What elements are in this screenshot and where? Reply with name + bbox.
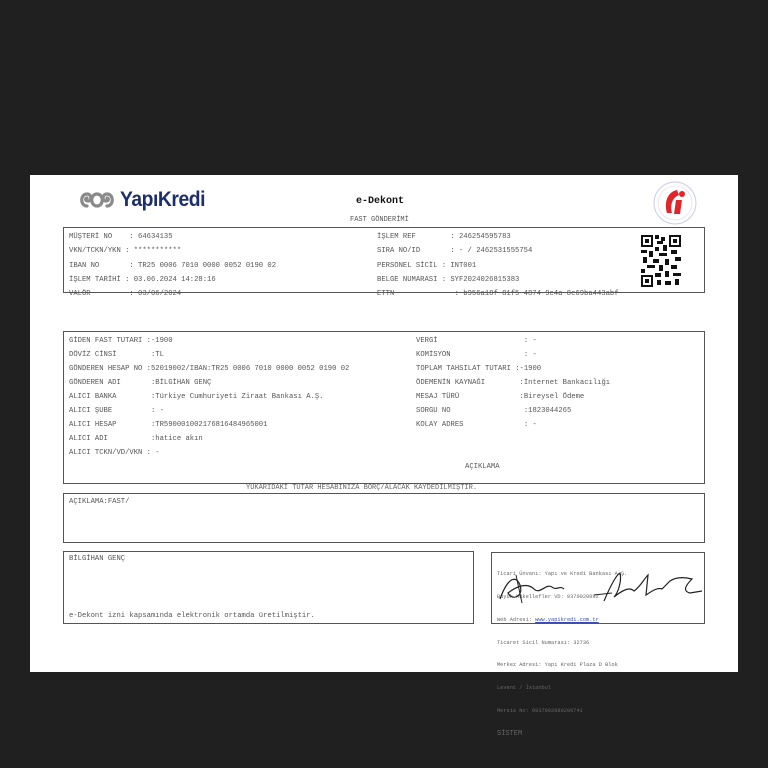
description-box — [63, 493, 705, 543]
document-title: e-Dekont — [356, 196, 405, 207]
receipt-document — [30, 175, 738, 738]
detail-row: GÖNDEREN HESAP NO :52019002/IBAN:TR25 0006 7010 0000 0052 0190 02 — [69, 365, 350, 373]
detail-row: GİDEN FAST TUTARI :-1900 — [69, 337, 173, 345]
bank-name: YapıKredi — [120, 188, 205, 211]
bank-logo — [77, 188, 212, 212]
electronic-issue-note: e-Dekont izni kapsamında elektronik ortamda üretilmiştir. — [69, 612, 315, 620]
info-row: IBAN NO : TR25 0006 7010 0000 0052 0190 02 — [69, 262, 277, 270]
info-row: VKN/TCKN/YKN : *********** — [69, 247, 182, 255]
detail-row: VERGİ : - — [416, 337, 537, 345]
bank-info-box — [491, 552, 705, 738]
signature-icon — [494, 567, 704, 607]
bank-website-link[interactable]: www.yapikredi.com.tr — [535, 616, 599, 623]
detail-row: TOPLAM TAHSILAT TUTARI :-1900 — [416, 365, 542, 373]
info-row: VALÖR : 03/06/2024 — [69, 290, 182, 298]
yapikredi-logo-icon — [77, 189, 117, 211]
detail-row: SORGU NO :1823044265 — [416, 407, 572, 415]
detail-row: ALICI BANKA :Türkiye Cumhuriyeti Ziraat Bankası A.Ş. — [69, 393, 324, 401]
detail-row: ALICI HESAP :TR590001002176816484965001 — [69, 421, 268, 429]
document-subtitle: FAST GÖNDERİMİ — [350, 216, 409, 224]
info-row: İŞLEM TARİHİ : 03.06.2024 14:28:16 — [69, 276, 216, 284]
info-row: İŞLEM REF : 246254595783 — [377, 233, 511, 241]
detail-row: ALICI ŞUBE : - — [69, 407, 164, 415]
info-row: ETTN : b956a18f-81f5-4874-9c4a-8e69ba443abf — [377, 290, 619, 298]
account-info-box — [63, 227, 705, 298]
debit-credit-notice: YUKARIDAKİ TUTAR HESABINIZA BORÇ/ALACAK KAYDEDİLMİŞTİR. — [246, 484, 478, 492]
detail-row: KOMİSYON : - — [416, 351, 537, 359]
detail-row: ÖDEMENİN KAYNAĞI :İnternet Bankacılığı — [416, 379, 611, 387]
seal-icon — [653, 181, 697, 225]
detail-row: DÖVİZ CİNSİ :TL — [69, 351, 164, 359]
bank-info-text: Ticari Ünvanı: Yapı ve Kredi Bankası A.Ş. Büyük Mükellefler VD: 9370020892 Web Adresi: www.yapikredi.com.tr Ticaret Sicil Numarası: 32736 Merkez Adresi: Yapı Kredi Plaza D Blok Levent / İstanbul Mersis No: 0937002089200741 SİSTEM — [497, 571, 628, 738]
info-row: SIRA NO/ID : - / 2462531555754 — [377, 247, 533, 255]
sender-box — [63, 551, 474, 624]
info-row: MÜŞTERİ NO : 64634135 — [69, 233, 173, 241]
qr-code-icon — [641, 235, 681, 287]
aciklama-label: AÇIKLAMA — [465, 463, 500, 471]
info-row: PERSONEL SİCİL : INT001 — [377, 262, 477, 270]
detail-row: MESAJ TÜRÜ :Bireysel Ödeme — [416, 393, 585, 401]
sender-name: BİLGİHAN GENÇ — [69, 555, 126, 563]
info-row: BELGE NUMARASI : SYF2024026815383 — [377, 276, 520, 284]
detail-row: KOLAY ADRES : - — [416, 421, 537, 429]
detail-row: ALICI TCKN/VD/VKN : - — [69, 449, 160, 457]
description-text: AÇIKLAMA:FAST/ — [69, 498, 130, 506]
system-label: SİSTEM — [497, 729, 523, 738]
detail-row: GÖNDEREN ADI :BİLGİHAN GENÇ — [69, 379, 212, 387]
transaction-details-box — [63, 331, 705, 484]
detail-row: ALICI ADI :hatice akın — [69, 435, 203, 443]
